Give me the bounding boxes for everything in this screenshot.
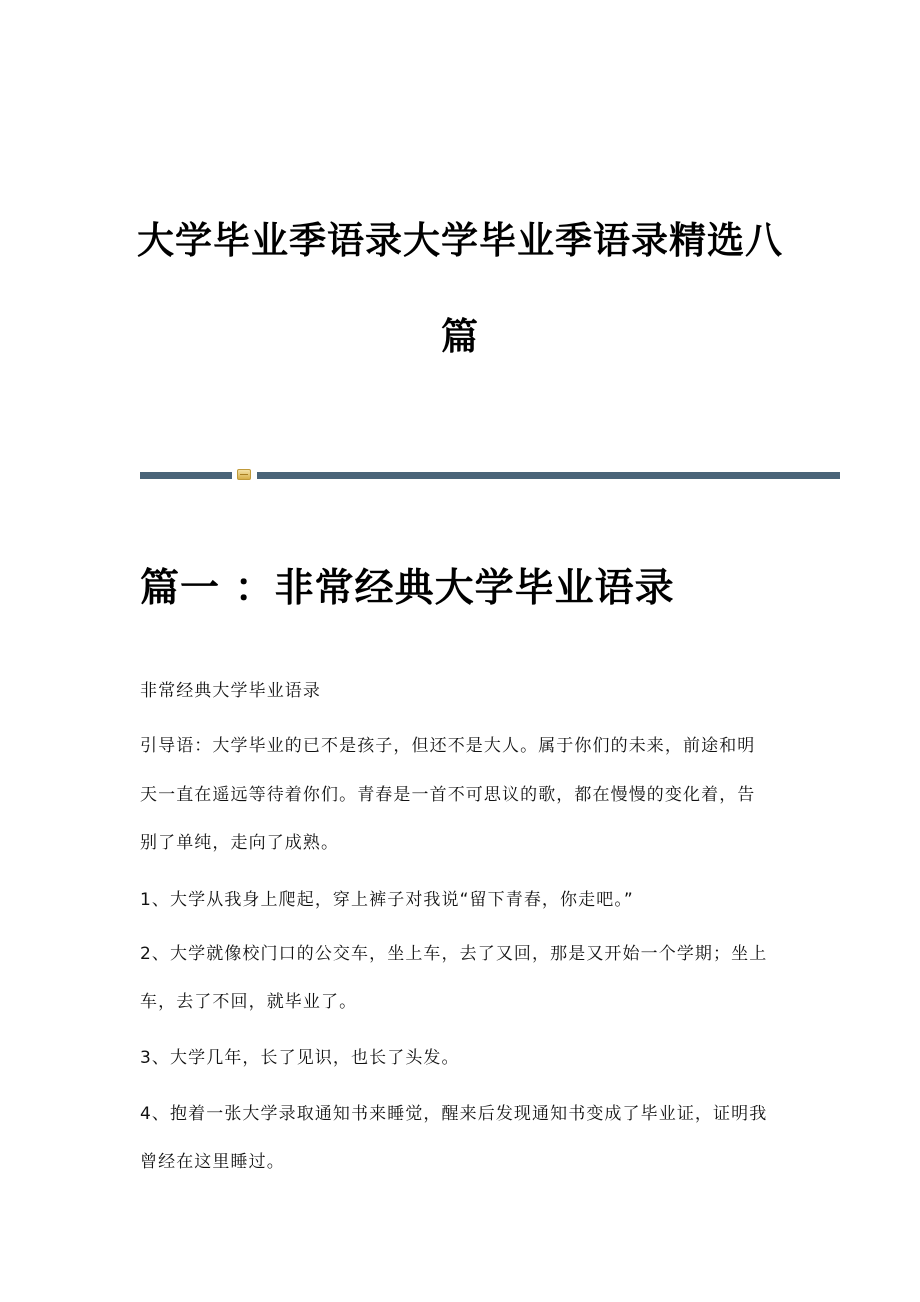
quote-3-line-1: 3、大学几年，长了见识，也长了头发。 [140, 1048, 460, 1068]
quote-2-line-1: 2、大学就像校门口的公交车，坐上车，去了又回，那是又开始一个学期；坐上 [140, 944, 768, 964]
divider-ornament-icon [237, 469, 251, 480]
intro-line-3: 别了单纯，走向了成熟。 [140, 833, 340, 853]
document-title-line-2: 篇 [441, 315, 479, 358]
quote-4-line-1: 4、抱着一张大学录取通知书来睡觉，醒来后发现通知书变成了毕业证，证明我 [140, 1104, 768, 1124]
section-heading: 篇一 ：非常经典大学毕业语录 [140, 566, 675, 611]
divider-bar-right [257, 472, 840, 479]
quote-2-line-2: 车，去了不回，就毕业了。 [140, 992, 358, 1012]
decorative-divider [140, 468, 840, 482]
intro-line-2: 天一直在遥远等待着你们。青春是一首不可思议的歌，都在慢慢的变化着，告 [140, 785, 756, 805]
document-title-line-1: 大学毕业季语录大学毕业季语录精选八 [137, 219, 783, 262]
divider-bar-left [140, 472, 232, 479]
section-subtitle: 非常经典大学毕业语录 [140, 681, 321, 701]
intro-line-1: 引导语：大学毕业的已不是孩子，但还不是大人。属于你们的未来，前途和明 [140, 736, 756, 756]
quote-4-line-2: 曾经在这里睡过。 [140, 1152, 285, 1172]
quote-1-line-1: 1、大学从我身上爬起，穿上裤子对我说“留下青春，你走吧。” [140, 890, 634, 910]
